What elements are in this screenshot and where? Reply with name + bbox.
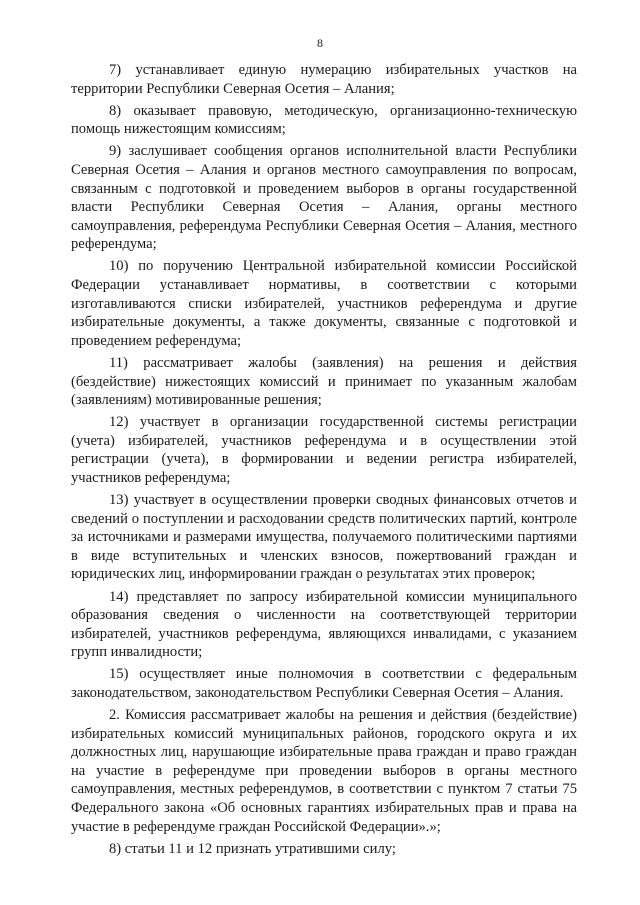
paragraph-item-8: 8) оказывает правовую, методическую, организационно-техническую помощь нижестоящим комиссиям;	[71, 102, 577, 138]
paragraph-item-10: 10) по поручению Центральной избирательной комиссии Российской Федерации устанавливает нормативы, в соответствии с которыми изготавливаются списки избирателей, участников референдума и другие избирательные документы, а также документы, связанные с подготовкой и проведением референдума;	[71, 258, 577, 349]
document-body	[71, 61, 577, 862]
paragraph-item-15: 15) осуществляет иные полномочия в соответствии с федеральным законодательством, законодательством Республики Северная Осетия – Алания.	[71, 666, 577, 701]
paragraph-item-11: 11) рассматривает жалобы (заявления) на решения и действия (бездействие) нижестоящих комиссий и принимает по указанным жалобам (заявлениям) мотивированные решения;	[71, 354, 577, 409]
paragraph-item-7: 7) устанавливает единую нумерацию избирательных участков на территории Республики Северная Осетия – Алания;	[71, 62, 577, 97]
paragraph-item-9: 9) заслушивает сообщения органов исполнительной власти Республики Северная Осетия – Алания и органов местного самоуправления по вопросам, связанным с подготовкой и проведением выборов в органы государственной власти Республики Северная Осетия – Алания, органы местного самоуправления, референдума Республики Северная Осетия – Алания, местного референдума;	[71, 143, 577, 253]
paragraph-item-13: 13) участвует в осуществлении проверки сводных финансовых отчетов и сведений о поступлении и расходовании средств политических партий, контроле за источниками и размерами имущества, получаемого политическими партиями в виде вступительных и членских взносов, пожертвований граждан и юридических лиц, информировании граждан о результатах этих проверок;	[71, 492, 577, 583]
paragraph-item-12: 12) участвует в организации государственной системы регистрации (учета) избирателей, участников референдума и в осуществлении этой регистрации (учета), в формировании и ведении регистра избирателей, участников референдума;	[71, 414, 577, 486]
paragraph-section-2: 2. Комиссия рассматривает жалобы на решения и действия (бездействие) избирательных комиссий муниципальных районов, городского округа и их должностных лиц, нарушающие избирательные права граждан и право граждан на участие в референдуме при проведении выборов в органы местного самоуправления, местных референдумов, в соответствии с пунктом 7 статьи 75 Федерального закона «Об основных гарантиях избирательных прав и права на участие в референдуме граждан Российской Федерации».»;	[71, 707, 577, 835]
paragraph-item-14: 14) представляет по запросу избирательной комиссии муниципального образования сведения о численности на соответствующей территории избирателей, участников референдума, являющихся инвалидами, с указанием групп инвалидности;	[71, 588, 577, 661]
page-number: 8	[317, 36, 323, 50]
paragraph-amendment-8: 8) статьи 11 и 12 признать утратившими силу;	[109, 840, 396, 857]
